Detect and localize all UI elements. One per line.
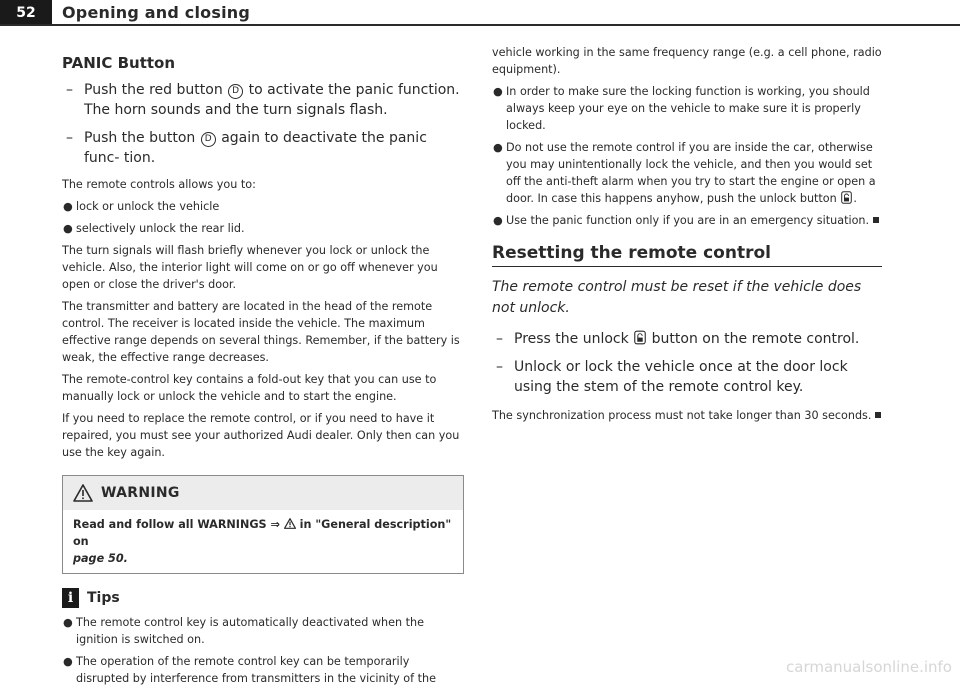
remote-intro: The remote controls allows you to:	[62, 178, 256, 191]
unlock-icon	[841, 191, 852, 204]
list-item: ● The remote control key is automatically deactivated when the ignition is switched on.	[63, 616, 424, 646]
panic-button-icon: D	[228, 84, 243, 99]
list-item-text: The operation of the remote control key can be temporarily disrupted by interference from transmitters in the vicinity of the	[76, 655, 436, 685]
paragraph-replace: If you need to replace the remote control, or if you need to have it repaired, you must see your authorized Audi dealer. Only then can you use the key again.	[62, 412, 460, 459]
page-number: 52	[0, 0, 52, 26]
left-column	[62, 44, 464, 692]
reset-heading: Resetting the remote control	[492, 243, 882, 267]
warning-triangle-icon	[73, 484, 93, 502]
list-item-text: Use the panic function only if you are in an emergency situation.	[506, 214, 870, 227]
reset-step-2: – Unlock or lock the vehicle once at the door lock using the stem of the remote control key.	[496, 359, 848, 395]
warning-text-part: Read and follow all WARNINGS	[73, 518, 271, 531]
right-column	[492, 44, 882, 429]
list-item-text: In order to make sure the locking function is working, you should always keep your eye on the vehicle to make sure it is properly locked.	[506, 85, 870, 132]
info-icon: i	[62, 588, 79, 608]
step-text: Push the red button	[84, 82, 228, 98]
end-mark	[873, 217, 879, 223]
continuation-text: vehicle working in the same frequency range (e.g. a cell phone, radio equipment).	[492, 46, 882, 76]
list-item: ● The operation of the remote control key can be temporarily disrupted by interference from transmitters in the vicinity of the	[63, 655, 436, 685]
end-mark	[875, 412, 881, 418]
panic-step-2: – Push the button D again to deactivate the panic func- tion.	[66, 130, 427, 166]
warning-title: WARNING	[101, 485, 180, 501]
warning-header	[63, 476, 463, 510]
unlock-icon	[634, 330, 646, 345]
panic-button-icon: D	[201, 132, 216, 147]
step-text: Press the unlock	[514, 331, 634, 347]
list-item-text: lock or unlock the vehicle	[76, 200, 220, 213]
step-text: to activate the panic function. The horn sounds and the turn signals flash.	[84, 82, 460, 118]
arrow-icon: ⇒	[270, 518, 280, 531]
list-item-text: The remote control key is automatically deactivated when the ignition is switched on.	[76, 616, 424, 646]
panic-step-1: – Push the red button D to activate the panic function. The horn sounds and the turn signals flash.	[66, 82, 460, 118]
sync-note-text: The synchronization process must not take longer than 30 seconds.	[492, 409, 872, 422]
warning-text-part: in "General description" on	[73, 518, 452, 548]
paragraph-turn-signals: The turn signals will flash briefly whenever you lock or unlock the vehicle. Also, the interior light will come on or go off whenever you open or close the driver's door.	[62, 244, 438, 291]
tips-header	[62, 588, 464, 608]
page-reference-link[interactable]: page 50.	[73, 552, 128, 565]
header-rule	[0, 24, 960, 26]
list-item: ● selectively unlock the rear lid.	[63, 222, 245, 235]
warning-text	[63, 510, 463, 573]
list-item-text: selectively unlock the rear lid.	[76, 222, 245, 235]
list-item: ● Do not use the remote control if you are inside the car, otherwise you may unintentionally lock the vehicle, and then you would set off the anti-theft alarm when you try to start the engine or open a door. In case this happens anyhow, push the unlock button .	[493, 141, 876, 205]
warning-triangle-icon	[284, 518, 296, 529]
panic-heading: PANIC Button	[62, 54, 176, 72]
warning-box	[62, 475, 464, 574]
list-item: ● In order to make sure the locking function is working, you should always keep your eye on the vehicle to make sure it is properly locked.	[493, 85, 870, 132]
list-item: ● lock or unlock the vehicle	[63, 200, 220, 213]
sync-note	[492, 407, 882, 424]
chapter-title: Opening and closing	[62, 3, 251, 22]
step-text: Push the button	[84, 130, 200, 146]
step-text: button on the remote control.	[647, 331, 860, 347]
tips-title: Tips	[87, 590, 120, 606]
watermark: carmanualsonline.info	[786, 658, 952, 676]
paragraph-remote-key: The remote-control key contains a fold-out key that you can use to manually lock or unlock the vehicle and to start the engine.	[62, 373, 437, 403]
reset-lead: The remote control must be reset if the vehicle does not unlock.	[492, 279, 862, 316]
list-item: ● Use the panic function only if you are in an emergency situation.	[492, 212, 882, 229]
paragraph-transmitter: The transmitter and battery are located in the head of the remote control. The receiver is located inside the vehicle. The maximum effective range depends on several things. Remember, if the battery is weak, the effective range decreases.	[62, 300, 460, 364]
list-item-text: Do not use the remote control if you are inside the car, otherwise you may unintentionally lock the vehicle, and then you would set off the anti-theft alarm when you try to start the engine or open a door. In case this happens anyhow, push the unlock button	[506, 141, 876, 205]
step-text: Unlock or lock the vehicle once at the door lock using the stem of the remote control key.	[514, 359, 848, 395]
reset-step-1: – Press the unlock button on the remote control.	[496, 331, 860, 347]
step-text: again to deactivate the panic func- tion.	[84, 130, 427, 166]
